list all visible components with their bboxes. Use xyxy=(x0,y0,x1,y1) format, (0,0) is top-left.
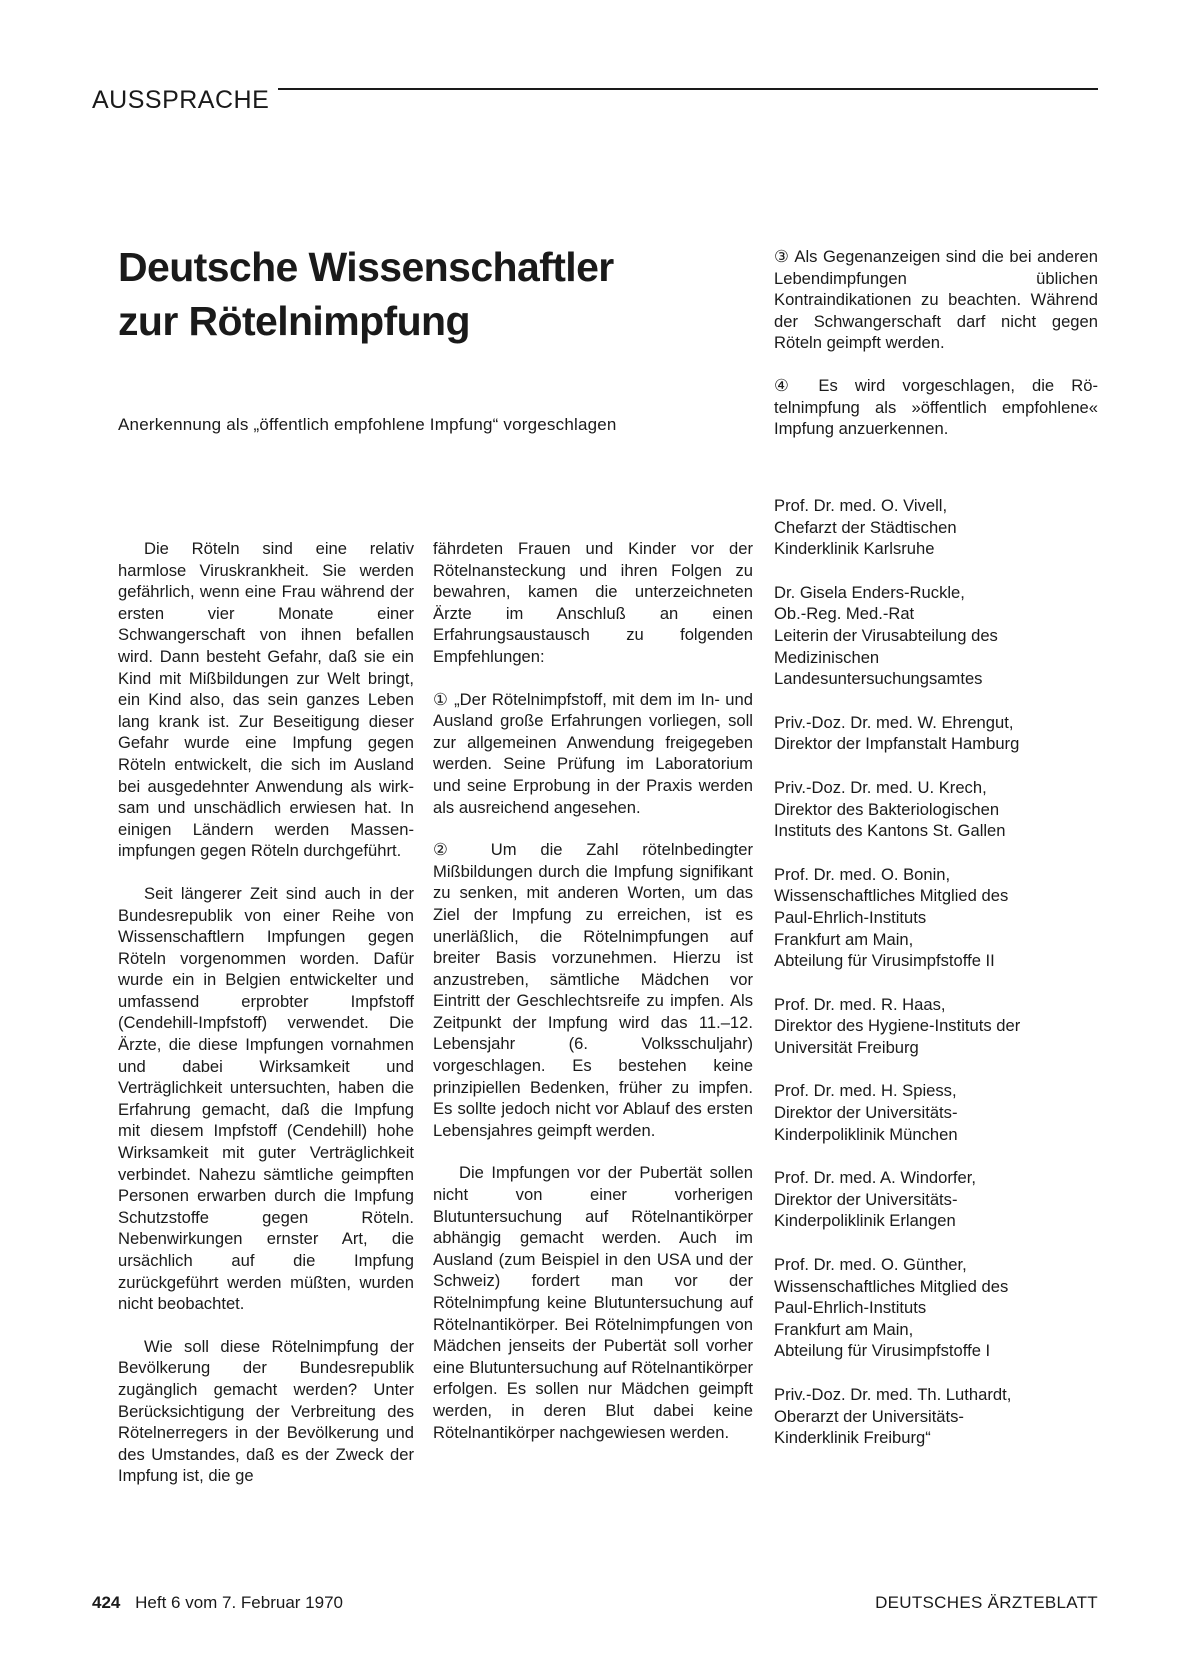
publication-name: DEUTSCHES ÄRZTEBLATT xyxy=(875,1593,1098,1612)
signatory-affiliation: Kinderpoliklinik Erlangen xyxy=(774,1211,956,1231)
signatory-name: Priv.-Doz. Dr. med. U. Krech, xyxy=(774,777,987,797)
recommendation-4: ④ Es wird vorgeschlagen, die Rötelnimpfung als »öffentlich empfohlene« Impfung anzuerkennen. xyxy=(774,375,1098,439)
column-1 xyxy=(118,538,414,1508)
signatory-affiliation: Oberarzt der Universitäts- xyxy=(774,1406,964,1426)
signatory-block xyxy=(774,1384,1104,1449)
signatory-affiliation: Kinderklinik Freiburg“ xyxy=(774,1428,931,1448)
signatory-block xyxy=(774,1080,1104,1145)
signatory-affiliation: Chefarzt der Städtischen xyxy=(774,517,957,537)
footer-left xyxy=(92,1593,343,1613)
article-title xyxy=(118,240,738,348)
issue-info: Heft 6 vom 7. Februar 1970 xyxy=(135,1593,343,1612)
signatory-affiliation: Wissenschaftliches Mitglied des xyxy=(774,886,1009,906)
signatory-affiliation: Frankfurt am Main, xyxy=(774,929,914,949)
signatory-name: Prof. Dr. med. O. Bonin, xyxy=(774,864,951,884)
column-1-paragraph: Wie soll diese Rötelnimpfung der Bevölkerung der Bundesrepublik zugänglich gemacht werden? Unter Berücksichtigung der Verbreitung des Rötelnerregers in der Bevölkerung und des Umstandes, daß es der Zweck der Impfung ist, die ge xyxy=(118,1336,414,1486)
signatory-affiliation: Landesuntersuchungsamtes xyxy=(774,669,983,689)
section-label: AUSSPRACHE xyxy=(92,86,270,114)
signatory-block xyxy=(774,712,1104,755)
signatory-affiliation: Direktor des Hygiene-Instituts der xyxy=(774,1016,1021,1036)
article-subtitle: Anerkennung als „öffentlich empfohlene Impfung“ vorgeschlagen xyxy=(118,415,617,434)
signatory-name: Prof. Dr. med. H. Spiess, xyxy=(774,1081,957,1101)
signatory-block xyxy=(774,1254,1104,1362)
article-title-line-1: Deutsche Wissenschaftler xyxy=(118,244,614,290)
signatory-affiliation: Leiterin der Virusabteilung des xyxy=(774,625,998,645)
recommendation-1: ① „Der Rötelnimpfstoff, mit dem im In- und Ausland große Erfahrungen vorliegen, soll zur allgemeinen Anwendung freigegeben werden. Seine Prüfung im Laboratorium und seine Erprobung in der Praxis werden als ausreichend angesehen. xyxy=(433,689,753,817)
column-2-paragraph: Die Impfungen vor der Pubertät sollen nicht von einer vorherigen Blutuntersuchung auf Rötelnantikörper abhängig gemacht werden. Auch im Ausland (zum Beispiel in den USA und der Schweiz) fordert man vor der Rötelnimpfung keine Blutuntersuchung auf Rötelnantikörper. Bei Rötelnimpfungen von Mädchen jenseits der Pubertät soll vorher eine Blutuntersuchung auf Rötelnantikörper erfolgen. Es sollen nur Mädchen geimpft werden, in deren Blut dabei keine Rötelnantikörper nachgewiesen werden. xyxy=(433,1163,753,1442)
signatory-affiliation: Wissenschaftliches Mitglied des xyxy=(774,1276,1009,1296)
page-number: 424 xyxy=(92,1593,121,1612)
signatory-affiliation: Abteilung für Virusimpfstoffe II xyxy=(774,951,995,971)
signatory-name: Prof. Dr. med. R. Haas, xyxy=(774,994,946,1014)
header-rule xyxy=(278,88,1098,90)
signatory-affiliation: Instituts des Kantons St. Gallen xyxy=(774,821,1006,841)
signatory-block xyxy=(774,864,1104,972)
signatory-name: Dr. Gisela Enders-Ruckle, xyxy=(774,582,965,602)
signatory-affiliation: Paul-Ehrlich-Instituts xyxy=(774,907,927,927)
signatory-affiliation: Abteilung für Virusimpfstoffe I xyxy=(774,1341,991,1361)
signatory-block xyxy=(774,777,1104,842)
signatory-block xyxy=(774,994,1104,1059)
signatory-name: Prof. Dr. med. A. Windorfer, xyxy=(774,1168,976,1188)
signatory-block xyxy=(774,1167,1104,1232)
signatory-name: Priv.-Doz. Dr. med. W. Ehrengut, xyxy=(774,712,1014,732)
signatory-affiliation: Direktor des Bakteriologischen xyxy=(774,799,1000,819)
column-1-paragraph: Die Röteln sind eine relativ harmlose Viruskrankheit. Sie werden gefährlich, wenn eine Frau während der ersten vier Monate einer Schwangerschaft von ihnen befallen wird. Dann besteht Gefahr, daß sie ein Kind mit Mißbildungen zur Welt bringt, ein Kind also, das sein ganzes Leben lang krank ist. Zur Beseitigung dieser Gefahr wurde eine Impfung gegen Röteln entwickelt, die sich im Ausland bei ausgedehnter Anwendung als wirksam und unschädlich erwiesen hat. In einigen Ländern werden Massenimpfungen gegen Röteln durchgeführt. xyxy=(118,539,414,861)
signatory-name: Prof. Dr. med. O. Günther, xyxy=(774,1255,967,1275)
article-title-line-2: zur Rötelnimpfung xyxy=(118,298,470,344)
signatory-name: Prof. Dr. med. O. Vivell, xyxy=(774,496,948,515)
column-1-paragraph: Seit längerer Zeit sind auch in der Bundesrepublik von einer Reihe von Wissenschaftlern Impfungen gegen Röteln vorgenommen worden. Dafür wurde ein in Belgien entwickelter und umfassend erprobter Impfstoff (Cendehill-Impfstoff) verwendet. Die Ärzte, die diese Impfungen vornahmen und dabei Wirksamkeit und Verträglichkeit untersuchten, haben die Erfahrung gemacht, daß die Impfung mit diesem Impfstoff (Cendehill) hohe Wirksamkeit mit guter Verträglichkeit verbindet. Nahezu sämtliche geimpften Personen erwarben durch die Impfung Schutzstoffe gegen Röteln. Nebenwirkungen ernster Art, die ursächlich auf die Impfung zurückgeführt werden müßten, wurden nicht beobachtet. xyxy=(118,883,414,1314)
signatories-list xyxy=(774,495,1104,1471)
signatory-name: Priv.-Doz. Dr. med. Th. Luthardt, xyxy=(774,1385,1012,1404)
signatory-affiliation: Direktor der Universitäts- xyxy=(774,1189,958,1209)
signatory-affiliation: Direktor der Universitäts- xyxy=(774,1103,958,1123)
column-2-paragraph: fährdeten Frauen und Kinder vor der Rötelnansteckung und ihren Folgen zu bewahren, kamen die unterzeichneten Ärzte im Anschluß an einen Erfahrungsaustausch zu folgenden Empfehlungen: xyxy=(433,539,753,666)
signatory-block xyxy=(774,582,1104,690)
column-2 xyxy=(433,538,753,1464)
recommendation-2: ② Um die Zahl rötelnbedingter Mißbildungen durch die Impfung signifikant zu senken, mit anderen Worten, um das Ziel der Impfung zu erreichen, ist es unerläßlich, die Rötelnimpfungen auf breiter Basis vorzunehmen. Hierzu ist anzustreben, sämtliche Mädchen vor Eintritt der Geschlechtsreife zu impfen. Als Zeitpunkt der Impfung wird das 11.–12. Lebensjahr (6. Volksschuljahr) vorgeschlagen. Es bestehen keine prinzipiellen Bedenken, früher zu impfen. Es sollte jedoch nicht vor Ablauf des ersten Lebensjahres geimpft werden. xyxy=(433,840,753,1140)
column-3 xyxy=(774,246,1098,461)
signatory-affiliation: Kinderklinik Karlsruhe xyxy=(774,539,935,559)
signatory-affiliation: Universität Freiburg xyxy=(774,1037,919,1057)
signatory-affiliation: Medizinischen xyxy=(774,647,880,667)
signatory-affiliation: Frankfurt am Main, xyxy=(774,1319,914,1339)
signatory-block xyxy=(774,495,1104,560)
signatory-affiliation: Direktor der Impfanstalt Hamburg xyxy=(774,734,1020,754)
signatory-affiliation: Kinderpoliklinik München xyxy=(774,1124,958,1144)
signatory-affiliation: Ob.-Reg. Med.-Rat xyxy=(774,604,915,624)
signatory-affiliation: Paul-Ehrlich-Instituts xyxy=(774,1298,927,1318)
recommendation-3: ③ Als Gegenanzeigen sind die bei anderen Lebendimpfungen üblichen Kontraindikationen zu beachten. Während der Schwangerschaft darf nicht gegen Röteln geimpft werden. xyxy=(774,247,1098,353)
